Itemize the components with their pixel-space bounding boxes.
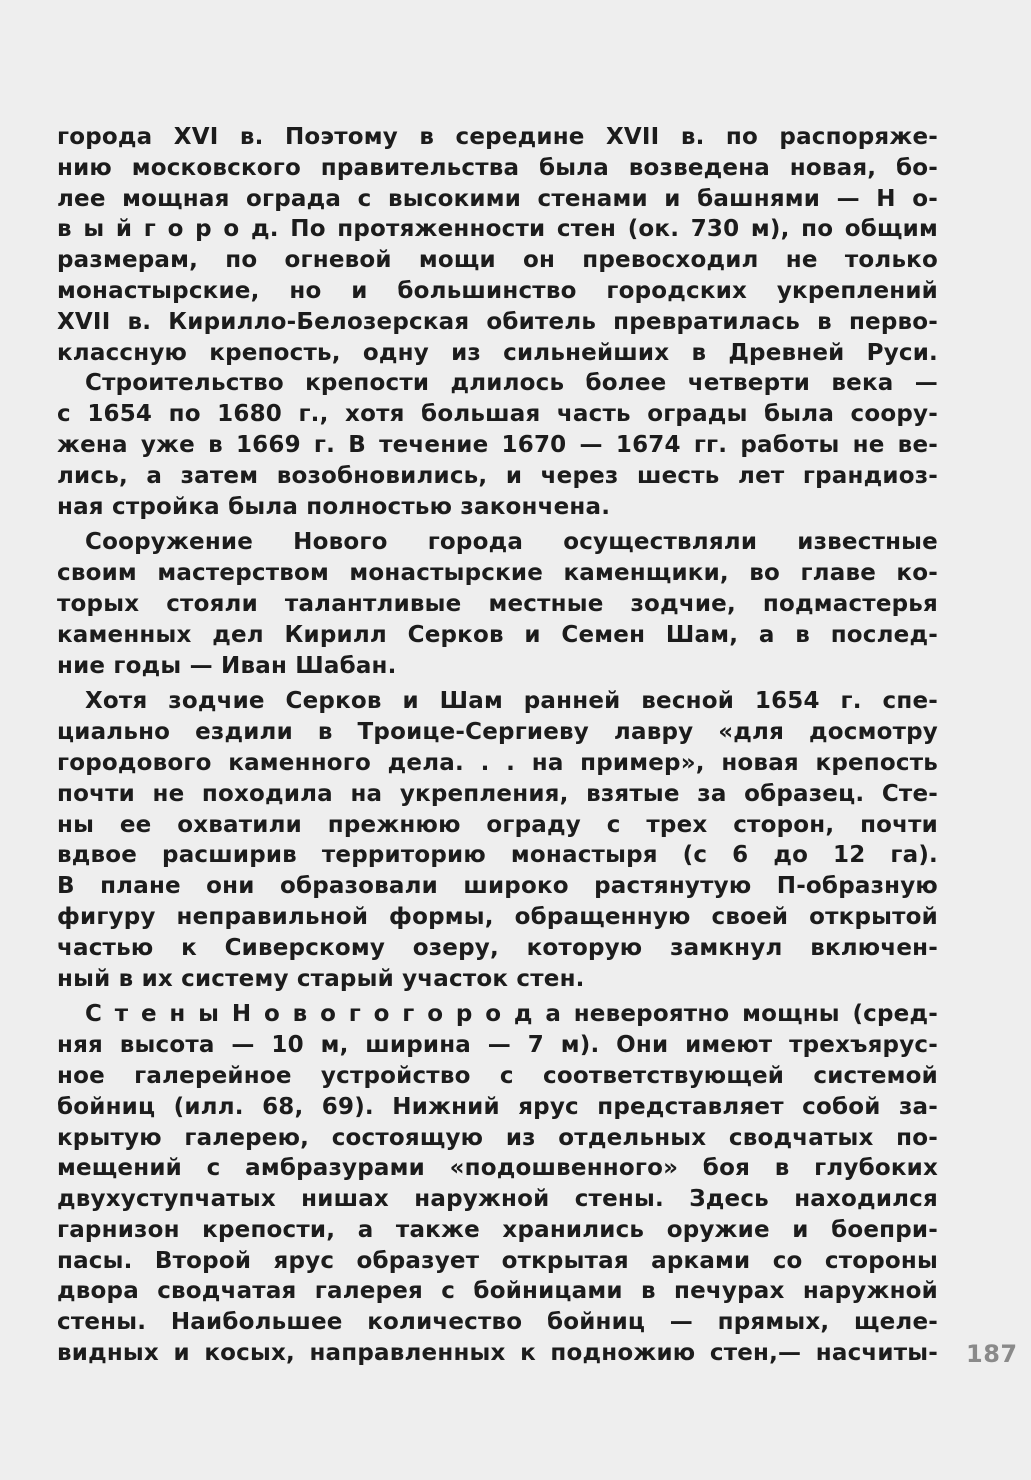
text-line: мещений с амбразурами «подошвенного» боя в глубоких (57, 1155, 938, 1182)
text-line: лее мощная ограда с высокими стенами и башнями — Н о- (57, 185, 938, 212)
text-line: ная стройка была полностью закончена. (57, 493, 611, 520)
text-line: циально ездили в Троице-Сергиеву лавру «для досмотру (57, 719, 938, 746)
text-line: каменных дел Кирилл Серков и Семен Шам, а в послед- (57, 621, 938, 648)
text-line: своим мастерством монастырские каменщики, во главе ко- (57, 560, 938, 587)
text-line: пасы. Второй ярус образует открытая арками со стороны (57, 1247, 938, 1274)
text-line: ны ее охватили прежнюю ограду с трех сторон, почти (57, 811, 938, 838)
text-line: жена уже в 1669 г. В течение 1670 — 1674 гг. работы не ве- (57, 431, 938, 458)
text-line: городового каменного дела. . . на пример», новая крепость (57, 749, 938, 776)
text-line: размерам, по огневой мощи он превосходил не только (57, 247, 938, 274)
text-line: классную крепость, одну из сильнейших в Древней Руси. (57, 339, 938, 366)
text-line: двора сводчатая галерея с бойницами в печурах наружной (57, 1278, 938, 1305)
text-line: В плане они образовали широко растянутую П-образную (57, 873, 938, 900)
text-line: Сооружение Нового города осуществляли известные (85, 529, 938, 556)
text-line: гарнизон крепости, а также хранились оружие и боепри- (57, 1216, 938, 1243)
text-line: крытую галерею, состоящую из отдельных сводчатых по- (57, 1124, 938, 1151)
text-line: двухуступчатых нишах наружной стены. Здесь находился (57, 1186, 938, 1213)
text-line: вдвое расширив территорию монастыря (с 6 до 12 га). (57, 842, 938, 869)
text-line: лись, а затем возобновились, и через шесть лет грандиоз- (57, 462, 938, 489)
text-line: в ы й г о р о д. По протяженности стен (ок. 730 м), по общим (57, 216, 938, 243)
text-line: города XVI в. Поэтому в середине XVII в. по распоряже- (57, 124, 938, 150)
text-line: почти не походила на укрепления, взятые за образец. Сте- (57, 780, 938, 807)
body-text (57, 122, 938, 1369)
text-line: бойниц (илл. 68, 69). Нижний ярус представляет собой за- (57, 1093, 938, 1120)
text-line: ный в их систему старый участок стен. (57, 965, 585, 992)
text-line: фигуру неправильной формы, обращенную своей открытой (57, 903, 938, 930)
text-line: Хотя зодчие Серков и Шам ранней весной 1654 г. спе- (85, 688, 938, 715)
text-line: с 1654 по 1680 г., хотя большая часть ограды была соору- (57, 401, 938, 428)
page-number: 187 (966, 1340, 1018, 1368)
text-line: монастырские, но и большинство городских укреплений (57, 277, 938, 304)
text-line: нию московского правительства была возведена новая, бо- (57, 154, 938, 181)
text-line: ние годы — Иван Шабан. (57, 652, 397, 679)
text-line: стены. Наибольшее количество бойниц — прямых, щеле- (57, 1309, 938, 1336)
text-line: XVII в. Кирилло-Белозерская обитель превратилась в перво- (57, 308, 938, 335)
text-line: частью к Сиверскому озеру, которую замкнул включен- (57, 934, 938, 961)
text-line: ное галерейное устройство с соответствующей системой (57, 1062, 938, 1089)
text-line: торых стояли талантливые местные зодчие, подмастерья (57, 590, 938, 617)
text-line: няя высота — 10 м, ширина — 7 м). Они имеют трехъярус- (57, 1032, 938, 1059)
text-line: С т е н ы Н о в о г о г о р о д а невероятно мощны (сред- (85, 1001, 938, 1028)
text-line: видных и косых, направленных к подножию стен,— насчиты- (57, 1340, 938, 1367)
text-line: Строительство крепости длилось более четверти века — (85, 370, 938, 397)
